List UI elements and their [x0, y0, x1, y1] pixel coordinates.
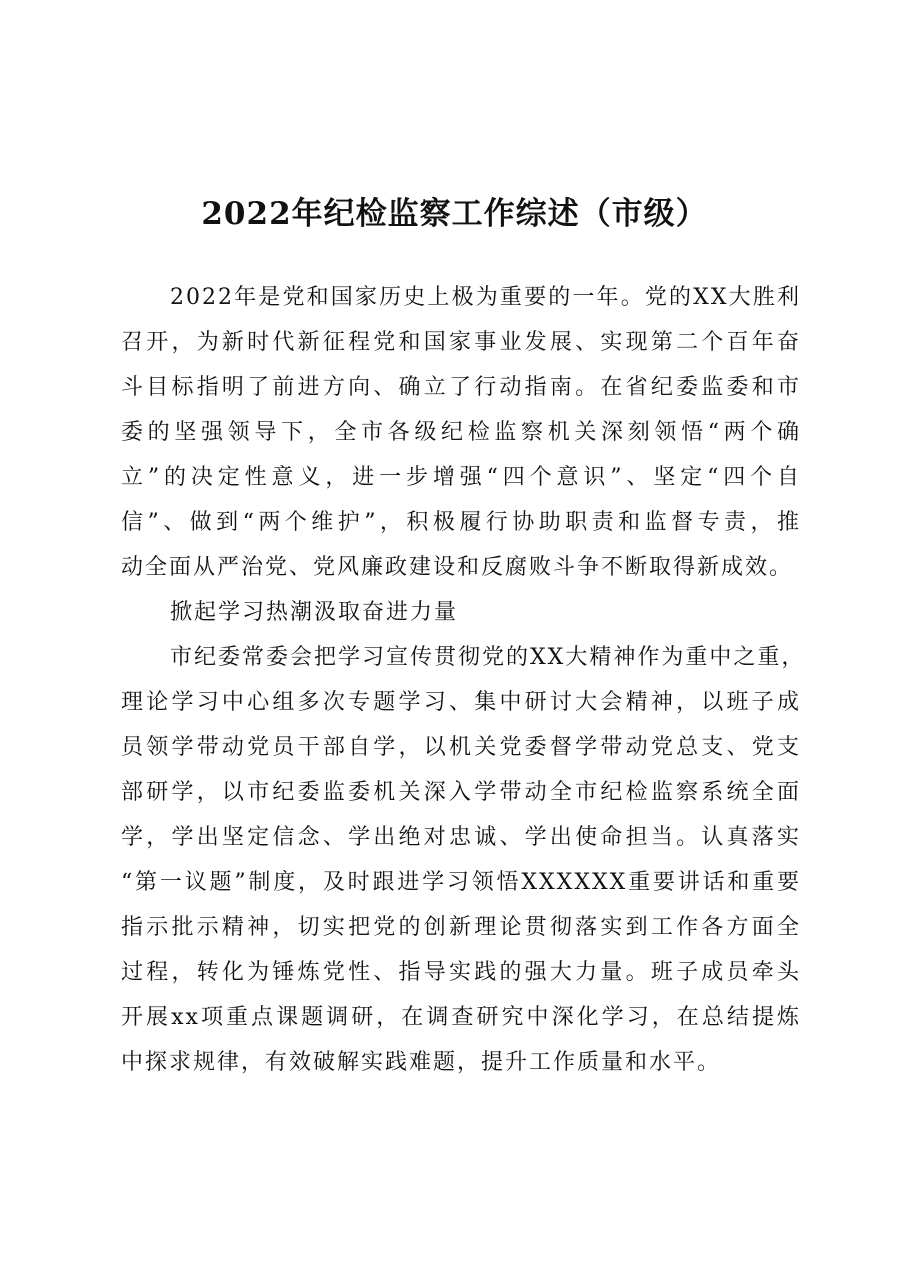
- paragraph-1-line-3: 斗目标指明了前进方向、确立了行动指南。在省纪委监委和市: [121, 375, 801, 400]
- paragraph-1-line-1: 2022年是党和国家历史上极为重要的一年。党的XX大胜利: [170, 285, 801, 310]
- paragraph-1-line-6: 信”、做到“两个维护”，积极履行协助职责和监督专责，推: [121, 510, 801, 535]
- paragraph-2-line-10: 中探求规律，有效破解实践难题，提升工作质量和水平。: [121, 1050, 722, 1075]
- section-heading: 掀起学习热潮汲取奋进力量: [170, 600, 459, 625]
- paragraph-1-line-7: 动全面从严治党、党风廉政建设和反腐败斗争不断取得新成效。: [121, 555, 794, 580]
- paragraph-2-line-8: 过程，转化为锤炼党性、指导实践的强大力量。班子成员牵头: [121, 960, 801, 985]
- paragraph-2-line-3: 员领学带动党员干部自学，以机关党委督学带动党总支、党支: [121, 735, 801, 760]
- paragraph-2-line-4: 部研学，以市纪委监委机关深入学带动全市纪检监察系统全面: [121, 780, 801, 805]
- paragraph-2-line-7: 指示批示精神，切实把党的创新理论贯彻落实到工作各方面全: [121, 915, 801, 940]
- paragraph-2-line-9: 开展xx项重点课题调研，在调查研究中深化学习，在总结提炼: [121, 1005, 801, 1030]
- paragraph-2-line-1: 市纪委常委会把学习宣传贯彻党的XX大精神作为重中之重，: [170, 645, 806, 670]
- paragraph-1-line-4: 委的坚强领导下，全市各级纪检监察机关深刻领悟“两个确: [121, 420, 801, 445]
- document-title: 2022年纪检监察工作综述（市级）: [201, 196, 708, 232]
- paragraph-1-line-2: 召开，为新时代新征程党和国家事业发展、实现第二个百年奋: [121, 330, 801, 355]
- paragraph-2-line-6: “第一议题”制度，及时跟进学习领悟XXXXXX重要讲话和重要: [121, 870, 801, 895]
- paragraph-2-line-2: 理论学习中心组多次专题学习、集中研讨大会精神，以班子成: [121, 690, 801, 715]
- paragraph-1-line-5: 立”的决定性意义，进一步增强“四个意识”、坚定“四个自: [121, 465, 801, 490]
- paragraph-2-line-5: 学，学出坚定信念、学出绝对忠诚、学出使命担当。认真落实: [121, 825, 801, 850]
